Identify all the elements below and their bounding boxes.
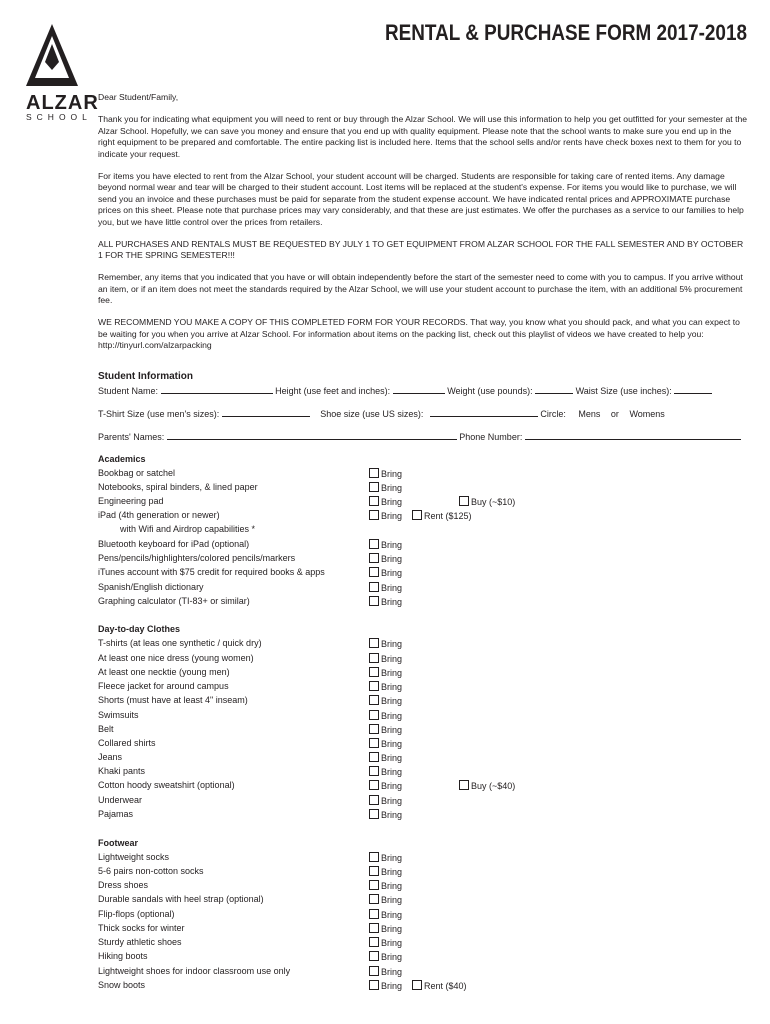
list-item: Collared shirts (98, 738, 156, 748)
bring-checkbox[interactable]: Bring (369, 752, 402, 763)
list-item: Pens/pencils/highlighters/colored pencils/markers (98, 553, 296, 563)
bring-checkbox[interactable]: Bring (369, 795, 402, 806)
mountain-logo-icon (24, 22, 80, 88)
bring-checkbox[interactable]: Bring (369, 482, 402, 493)
list-item: 5-6 pairs non-cotton socks (98, 866, 204, 876)
list-item: Khaki pants (98, 766, 146, 776)
bring-checkbox[interactable]: Bring (369, 510, 402, 521)
academics-title: Academics (98, 454, 146, 464)
letter-paragraph-1: Thank you for indicating what equipment you will need to rent or buy through the Alzar School. We will use this information to help you get outfitted for your semester at the Alzar School. Hopefully, we can save you money and ensure that you end up with quality equipment. Please note that the school wants to make sure you end up in the right equipment to be prepared and comfortable. The entire packing list is included here. Items that the school sells and/or rents have check boxes next to them for you to indicate your request. (98, 114, 748, 159)
list-item: Bookbag or satchel (98, 468, 176, 478)
sizes-row (98, 407, 665, 419)
womens-option[interactable]: Womens (629, 409, 665, 419)
tshirt-label: T-Shirt Size (use men's sizes): (98, 409, 220, 419)
list-item: Dress shoes (98, 880, 149, 890)
bring-checkbox[interactable]: Bring (369, 468, 402, 479)
bring-checkbox[interactable]: Bring (369, 710, 402, 721)
list-item: Graphing calculator (TI-83+ or similar) (98, 596, 250, 606)
rent-checkbox[interactable]: Rent ($125) (412, 510, 472, 521)
bring-checkbox[interactable]: Bring (369, 582, 402, 593)
letter-paragraph-4: Remember, any items that you indicated that you have or will obtain independently before the start of the semester need to come with you to campus. If you arrive without an item, or if an item does not meet the standards required by the Alzar School, we will use your student account to purchase the item, with an additional 5% procurement fee. (98, 272, 743, 305)
phone-field[interactable] (525, 430, 741, 440)
parents-field[interactable] (167, 430, 457, 440)
student-name-field[interactable] (161, 384, 273, 394)
letter-paragraph-3: ALL PURCHASES AND RENTALS MUST BE REQUESTED BY JULY 1 TO GET EQUIPMENT FROM ALZAR SCHOOL FOR THE FALL SEMESTER AND BY OCTOBER 1 FOR THE SPRING SEMESTER!!! (98, 238, 744, 260)
parents-row (98, 430, 741, 442)
list-item: T-shirts (at leas one synthetic / quick dry) (98, 638, 262, 648)
height-field[interactable] (393, 384, 445, 394)
bring-checkbox[interactable]: Bring (369, 909, 402, 920)
student-info-title: Student Information (98, 371, 193, 382)
alzar-logo (24, 22, 96, 88)
list-item: Durable sandals with heel strap (optional) (98, 894, 264, 904)
waist-label: Waist Size (use inches): (575, 386, 672, 396)
waist-field[interactable] (674, 384, 712, 394)
bring-checkbox[interactable]: Bring (369, 596, 402, 607)
bring-checkbox[interactable]: Bring (369, 539, 402, 550)
list-item: Belt (98, 724, 114, 734)
list-item: Shorts (must have at least 4" inseam) (98, 695, 248, 705)
bring-checkbox[interactable]: Bring (369, 681, 402, 692)
list-item: Flip-flops (optional) (98, 909, 175, 919)
bring-checkbox[interactable]: Bring (369, 567, 402, 578)
tshirt-field[interactable] (222, 407, 310, 417)
bring-checkbox[interactable]: Bring (369, 951, 402, 962)
bring-checkbox[interactable]: Bring (369, 923, 402, 934)
list-item: Thick socks for winter (98, 923, 185, 933)
list-item: Pajamas (98, 809, 134, 819)
list-item: Snow boots (98, 980, 146, 990)
list-item: Engineering pad (98, 496, 164, 506)
bring-checkbox[interactable]: Bring (369, 880, 402, 891)
bring-checkbox[interactable]: Bring (369, 766, 402, 777)
list-item: Lightweight socks (98, 852, 170, 862)
bring-checkbox[interactable]: Bring (369, 937, 402, 948)
bring-checkbox[interactable]: Bring (369, 980, 402, 991)
list-item: Lightweight shoes for indoor classroom use only (98, 966, 291, 976)
bring-checkbox[interactable]: Bring (369, 653, 402, 664)
shoe-label: Shoe size (use US sizes): (320, 409, 424, 419)
bring-checkbox[interactable]: Bring (369, 809, 402, 820)
bring-checkbox[interactable]: Bring (369, 738, 402, 749)
list-item: iTunes account with $75 credit for required books & apps (98, 567, 325, 577)
footwear-title: Footwear (98, 838, 139, 848)
height-label: Height (use feet and inches): (275, 386, 391, 396)
bring-checkbox[interactable]: Bring (369, 852, 402, 863)
bring-checkbox[interactable]: Bring (369, 780, 402, 791)
list-item: Notebooks, spiral binders, & lined paper (98, 482, 258, 492)
rent-checkbox[interactable]: Rent ($40) (412, 980, 467, 991)
buy-checkbox[interactable]: Buy (~$40) (459, 780, 515, 791)
list-item: iPad (4th generation or newer) (98, 510, 220, 520)
or-label: or (610, 409, 619, 419)
list-item: Cotton hoody sweatshirt (optional) (98, 780, 235, 790)
salutation: Dear Student/Family, (98, 92, 179, 102)
student-name-row (98, 384, 712, 396)
parents-label: Parents' Names: (98, 432, 165, 442)
list-item: Jeans (98, 752, 123, 762)
list-item: Fleece jacket for around campus (98, 681, 229, 691)
bring-checkbox[interactable]: Bring (369, 553, 402, 564)
bring-checkbox[interactable]: Bring (369, 724, 402, 735)
logo-subtext: SCHOOL (26, 112, 92, 122)
bring-checkbox[interactable]: Bring (369, 894, 402, 905)
list-item: At least one necktie (young men) (98, 667, 230, 677)
bring-checkbox[interactable]: Bring (369, 667, 402, 678)
bring-checkbox[interactable]: Bring (369, 496, 402, 507)
bring-checkbox[interactable]: Bring (369, 866, 402, 877)
list-item: Swimsuits (98, 710, 139, 720)
buy-checkbox[interactable]: Buy (~$10) (459, 496, 515, 507)
bring-checkbox[interactable]: Bring (369, 638, 402, 649)
mens-option[interactable]: Mens (578, 409, 601, 419)
bring-checkbox[interactable]: Bring (369, 695, 402, 706)
list-item: Sturdy athletic shoes (98, 937, 182, 947)
list-item: At least one nice dress (young women) (98, 653, 254, 663)
student-name-label: Student Name: (98, 386, 159, 396)
weight-label: Weight (use pounds): (447, 386, 533, 396)
circle-label: Circle: (540, 409, 566, 419)
clothes-title: Day-to-day Clothes (98, 624, 181, 634)
letter-paragraph-2: For items you have elected to rent from the Alzar School, your student account will be charged. Students are responsible for taking care of rented items. Any damage beyond normal wear and tear will be charged to their student account. Lost items will be replaced at the student's expense. For items you would like to purchase, we will send you an invoice and these purchases must be paid for separate from the student expense account. We have indicated rental prices and APPROXIMATE purchase prices on this sheet. Please note that purchase prices may vary considerably, and that these are just estimates. We offer the purchases as a service to our families to help you, but we have little control over the prices from retailers. (98, 170, 744, 227)
bring-checkbox[interactable]: Bring (369, 966, 402, 977)
list-item: Underwear (98, 795, 143, 805)
intro-letter (98, 92, 748, 362)
logo-wordmark: ALZAR (26, 92, 99, 114)
form-title: RENTAL & PURCHASE FORM 2017-2018 (384, 20, 747, 45)
letter-paragraph-5: WE RECOMMEND YOU MAKE A COPY OF THIS COMPLETED FORM FOR YOUR RECORDS. That way, you know what you should pack, and what you can expect to be waiting for you when you arrive at Alzar School. For information about items on the packing list, check out this playlist of videos we have created to help you: http://tinyurl.com/alzarpacking (98, 317, 740, 350)
list-item: Hiking boots (98, 951, 148, 961)
list-item: Spanish/English dictionary (98, 582, 204, 592)
phone-label: Phone Number: (459, 432, 523, 442)
list-item-note: with Wifi and Airdrop capabilities * (120, 524, 256, 534)
weight-field[interactable] (535, 384, 573, 394)
shoe-field[interactable] (430, 407, 538, 417)
list-item: Bluetooth keyboard for iPad (optional) (98, 539, 250, 549)
